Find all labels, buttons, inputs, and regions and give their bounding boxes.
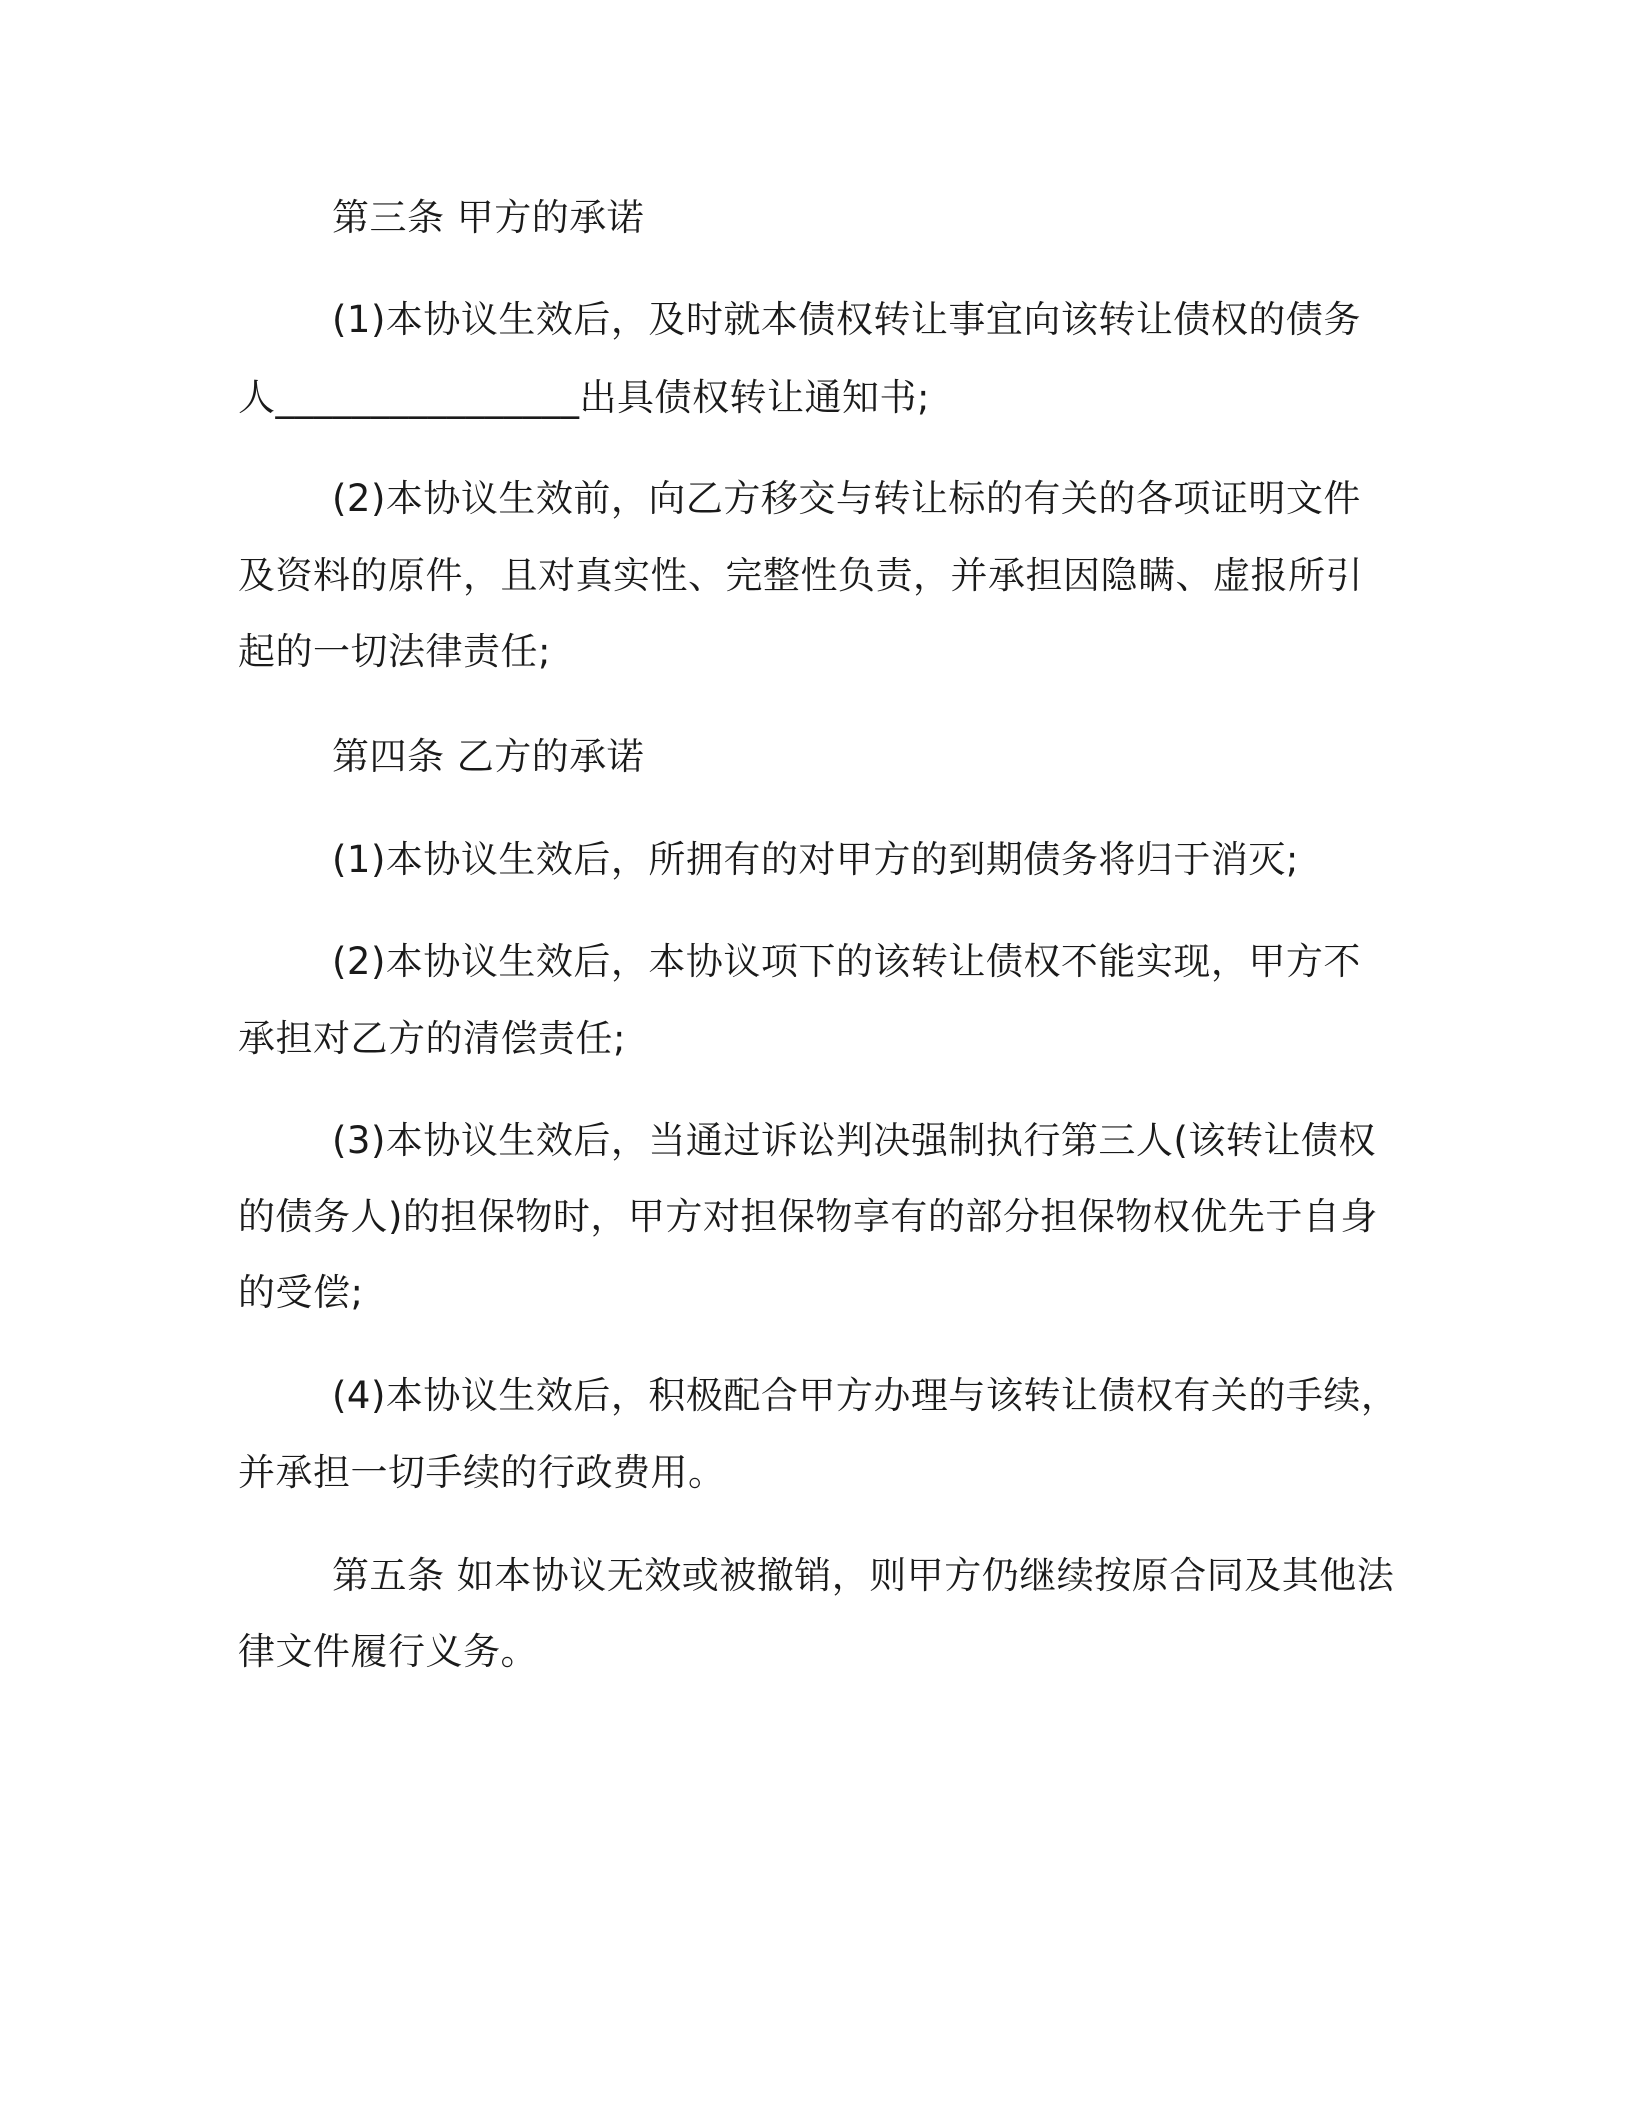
article-4-item-4-line-2: 并承担一切手续的行政费用。 [238,1451,726,1494]
article-4-item-3-line-2: 的债务人)的担保物时，甲方对担保物享有的部分担保物权优先于自身 [238,1195,1378,1238]
article-3-item-1-line-2: 人________________出具债权转让通知书; [238,376,930,419]
article-4-item-2-line-2: 承担对乙方的清偿责任; [238,1017,626,1060]
article-3-item-2-line-3: 起的一切法律责任; [238,630,551,673]
article-4-item-2-line-1: (2)本协议生效后，本协议项下的该转让债权不能实现，甲方不 [332,940,1361,983]
article-4-item-3-line-1: (3)本协议生效后，当通过诉讼判决强制执行第三人(该转让债权 [332,1119,1376,1162]
article-4-heading: 第四条 乙方的承诺 [332,735,645,778]
article-4-item-1: (1)本协议生效后，所拥有的对甲方的到期债务将归于消灭; [332,838,1299,881]
article-3-item-2-line-1: (2)本协议生效前，向乙方移交与转让标的有关的各项证明文件 [332,477,1361,520]
article-3-heading: 第三条 甲方的承诺 [332,196,645,239]
article-5-line-1: 第五条 如本协议无效或被撤销，则甲方仍继续按原合同及其他法 [332,1554,1395,1597]
article-4-item-4-line-1: (4)本协议生效后，积极配合甲方办理与该转让债权有关的手续， [332,1374,1399,1417]
article-3-item-1-line-1: (1)本协议生效后，及时就本债权转让事宜向该转让债权的债务 [332,298,1361,341]
article-3-item-2-line-2: 及资料的原件，且对真实性、完整性负责，并承担因隐瞒、虚报所引 [238,554,1363,597]
article-5-line-2: 律文件履行义务。 [238,1630,538,1673]
article-4-item-3-line-3: 的受偿; [238,1271,364,1314]
